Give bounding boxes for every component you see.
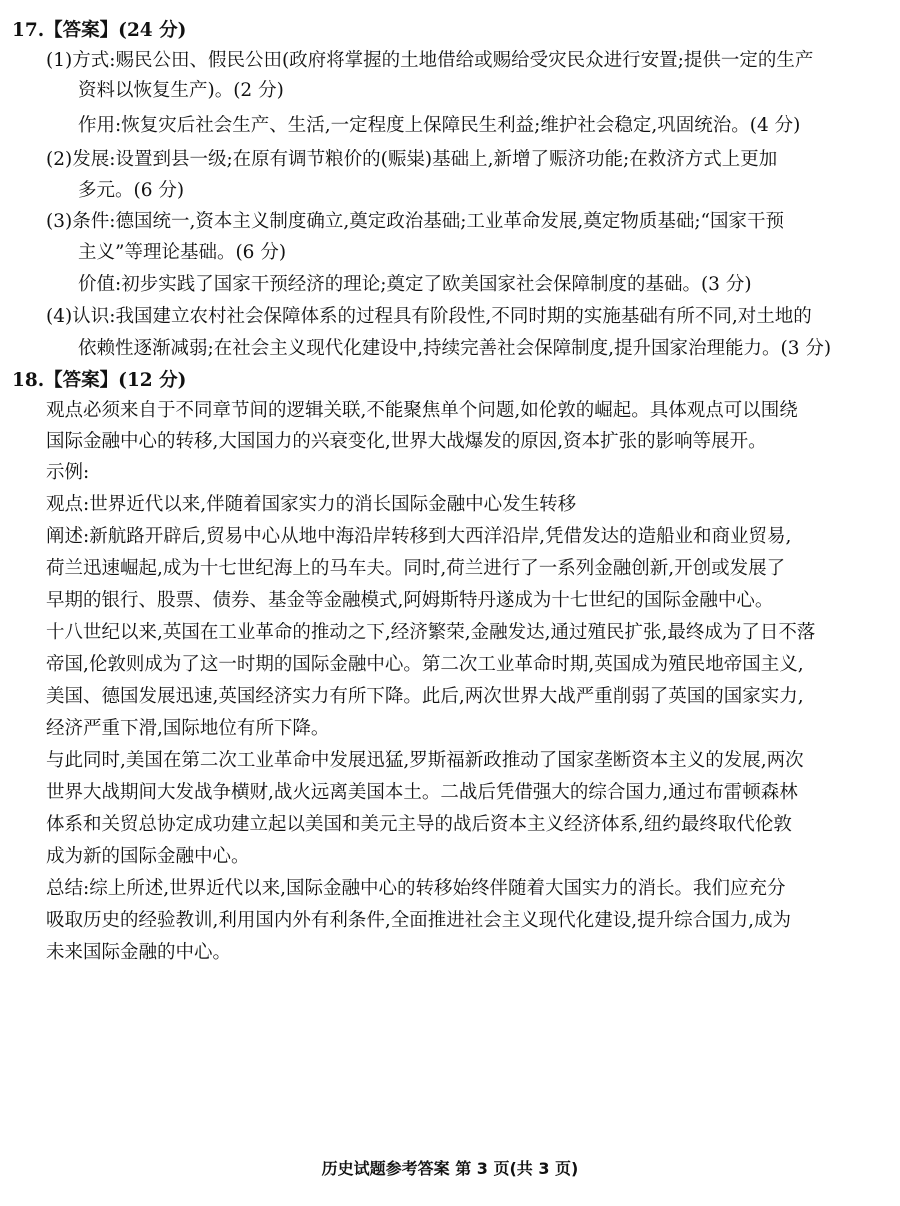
q17-part3-line2: 主义”等理论基础。(6 分) <box>78 242 287 263</box>
q18-summary-line1: 总结:综上所述,世界近代以来,国际金融中心的转移始终伴随着大国实力的消长。我们应充分 <box>46 878 786 899</box>
q17-part4-line2: 依赖性逐渐减弱;在社会主义现代化建设中,持续完善社会保障制度,提升国家治理能力。(3 分) <box>78 338 832 359</box>
q18-viewpoint: 观点:世界近代以来,伴随着国家实力的消长国际金融中心发生转移 <box>46 494 577 515</box>
q18-uk-line3: 美国、德国发展迅速,英国经济实力有所下降。此后,两次世界大战严重削弱了英国的国家实力, <box>46 686 804 707</box>
q17-part1-line1: (1)方式:赐民公田、假民公田(政府将掌握的土地借给或赐给受灾民众进行安置;提供一定的生产 <box>46 50 814 71</box>
page-footer: 历史试题参考答案 第 3 页(共 3 页) <box>321 1159 579 1178</box>
q18-us-line2: 世界大战期间大发战争横财,战火远离美国本土。二战后凭借强大的综合国力,通过布雷顿森林 <box>46 782 798 803</box>
q17-part1-effect: 作用:恢复灾后社会生产、生活,一定程度上保障民生利益;维护社会稳定,巩固统治。(4 分) <box>78 115 801 136</box>
q17-part2-line1: (2)发展:设置到县一级;在原有调节粮价的(赈粜)基础上,新增了赈济功能;在救济方式上更加 <box>46 149 778 170</box>
q18-us-line3: 体系和关贸总协定成功建立起以美国和美元主导的战后资本主义经济体系,纽约最终取代伦敦 <box>46 814 792 835</box>
q18-header: 18.【答案】(12 分) <box>12 370 187 391</box>
q17-part1-line2: 资料以恢复生产)。(2 分) <box>78 80 284 101</box>
q17-part2-line2: 多元。(6 分) <box>78 180 185 201</box>
q18-summary-line2: 吸取历史的经验教训,利用国内外有利条件,全面推进社会主义现代化建设,提升综合国力,成为 <box>46 910 792 931</box>
q18-exposition-line1: 阐述:新航路开辟后,贸易中心从地中海沿岸转移到大西洋沿岸,凭借发达的造船业和商业贸易, <box>46 526 792 547</box>
q18-exposition-line2: 荷兰迅速崛起,成为十七世纪海上的马车夫。同时,荷兰进行了一系列金融创新,开创或发展了 <box>46 558 786 579</box>
q17-part3-line1: (3)条件:德国统一,资本主义制度确立,奠定政治基础;工业革命发展,奠定物质基础;“国家干预 <box>46 211 785 232</box>
q17-part3-value: 价值:初步实践了国家干预经济的理论;奠定了欧美国家社会保障制度的基础。(3 分) <box>78 274 752 295</box>
q18-uk-line4: 经济严重下滑,国际地位有所下降。 <box>46 718 330 739</box>
q18-intro-line1: 观点必须来自于不同章节间的逻辑关联,不能聚焦单个问题,如伦敦的崛起。具体观点可以围绕 <box>46 400 798 421</box>
q18-summary-line3: 未来国际金融的中心。 <box>46 942 232 963</box>
q18-us-line4: 成为新的国际金融中心。 <box>46 846 250 867</box>
q17-part4-line1: (4)认识:我国建立农村社会保障体系的过程具有阶段性,不同时期的实施基础有所不同,对土地的 <box>46 306 812 327</box>
q18-intro-line2: 国际金融中心的转移,大国国力的兴衰变化,世界大战爆发的原因,资本扩张的影响等展开。 <box>46 431 767 452</box>
q18-us-line1: 与此同时,美国在第二次工业革命中发展迅猛,罗斯福新政推动了国家垄断资本主义的发展,两次 <box>46 750 804 771</box>
q18-uk-line2: 帝国,伦敦则成为了这一时期的国际金融中心。第二次工业革命时期,英国成为殖民地帝国主义, <box>46 654 804 675</box>
q17-header: 17.【答案】(24 分) <box>12 20 187 41</box>
q18-uk-line1: 十八世纪以来,英国在工业革命的推动之下,经济繁荣,金融发达,通过殖民扩张,最终成为了日不落 <box>46 622 816 643</box>
q18-exposition-line3: 早期的银行、股票、债券、基金等金融模式,阿姆斯特丹遂成为十七世纪的国际金融中心。 <box>46 590 774 611</box>
q18-example-label: 示例: <box>46 462 90 483</box>
